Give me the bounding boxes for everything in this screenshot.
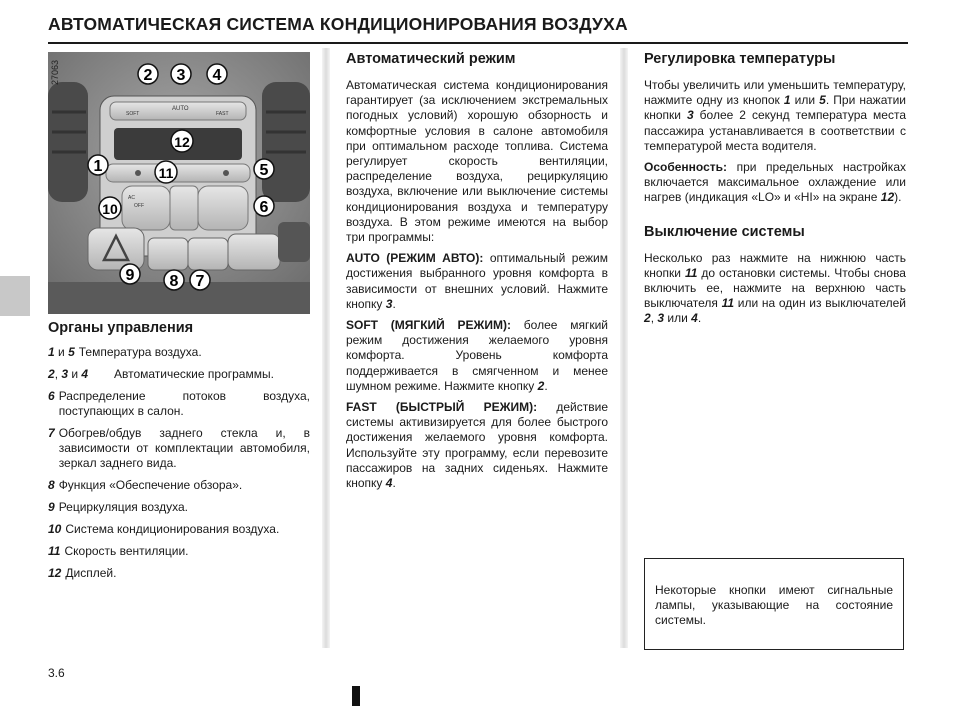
- mode-auto: AUTO (РЕЖИМ АВТО): оптимальный режим достижения выбранного уровня комфорта в зависимости от внешних условий. Нажмите кнопку 3.: [346, 251, 608, 311]
- visibility-button: [148, 238, 188, 270]
- item-number: 10: [48, 522, 62, 536]
- callout-12: 12: [174, 134, 190, 150]
- item-text: Дисплей.: [65, 566, 117, 580]
- air-distribution-button: [198, 186, 248, 230]
- right-vent: [259, 82, 310, 202]
- controls-heading: Органы управления: [48, 320, 194, 336]
- page-title: АВТОМАТИЧЕСКАЯ СИСТЕМА КОНДИЦИОНИРОВАНИЯ ВОЗДУХА: [48, 14, 628, 34]
- callout-1: 1: [93, 158, 103, 175]
- item-text: Температура воздуха.: [78, 345, 202, 359]
- item-text: Функция «Обеспечение обзора».: [58, 478, 243, 492]
- item-text: Распределение потоков воздуха, поступающих в салон.: [58, 389, 310, 418]
- figure-id: 27063: [50, 60, 60, 86]
- list-item: [48, 389, 310, 419]
- mode-fast: FAST (БЫСТРЫЙ РЕЖИМ): действие системы активизируется для более быстрого достижения желаемого уровня комфорта. Используйте эту программу, если перевозите пассажиров на задних сиденьях. Нажмите кнопку 4.: [346, 400, 608, 491]
- item-number: 6: [48, 389, 55, 403]
- feature-paragraph: Особенность: при предельных настройках включается максимальное охлаждение или нагрев (индикация «LO» и «HI» на экране 12).: [644, 160, 906, 205]
- item-number: 9: [48, 500, 55, 514]
- item-text: Автоматические программы.: [114, 367, 274, 381]
- temperature-section: [644, 51, 906, 333]
- item-text: Система кондиционирования воздуха.: [65, 522, 280, 536]
- auto-mode-heading: Автоматический режим: [346, 51, 516, 67]
- soft-label: SOFT: [126, 111, 140, 117]
- callout-4: 4: [212, 67, 222, 84]
- column-divider: [322, 48, 330, 648]
- callout-10: 10: [102, 201, 118, 217]
- auto-mode-intro: Автоматическая система кондиционирования гарантирует (за исключением экстремальных погодных условий) хорошую обзорность и комфортные условия в салоне автомобиля при оптимальном расходе топлива. Система регулирует скорость вентиляции, распределение воздуха, рециркуляцию воздуха, включение или выключение системы кондиционирования воздуха и температуру воздуха. В этом режиме имеются на выбор три программы:: [346, 78, 608, 245]
- lights-button: [228, 234, 280, 270]
- fast-label: FAST: [216, 111, 229, 117]
- fan-speed-switch: [170, 186, 198, 230]
- switch-off-heading: Выключение системы: [644, 223, 805, 240]
- list-item: [48, 367, 310, 382]
- left-vent: [48, 82, 88, 202]
- controls-section: [48, 320, 310, 588]
- callout-9: 9: [125, 267, 135, 284]
- callout-3: 3: [176, 67, 186, 84]
- column-divider: [620, 48, 628, 648]
- ac-label: AC: [128, 195, 135, 201]
- list-item: [48, 426, 310, 471]
- list-item: [48, 478, 310, 493]
- list-item: [48, 544, 310, 559]
- title-rule: [48, 42, 908, 44]
- item-number: 8: [48, 478, 55, 492]
- item-text: Обогрев/обдув заднего стекла и, в зависимости от комплектации автомобиля, зеркал заднего вида.: [58, 426, 310, 470]
- callout-7: 7: [195, 273, 205, 290]
- page-number: 3.6: [48, 666, 65, 680]
- callout-2: 2: [143, 67, 153, 84]
- item-number: 1 и 5: [48, 345, 75, 359]
- rear-defrost-button: [188, 238, 228, 270]
- list-item: [48, 345, 310, 360]
- list-item: [48, 566, 310, 581]
- item-number: 2, 3 и 4: [48, 367, 89, 381]
- callout-8: 8: [169, 273, 179, 290]
- note-box: Некоторые кнопки имеют сигнальные лампы, указывающие на состояние системы.: [644, 558, 904, 650]
- item-number: 7: [48, 426, 55, 440]
- list-item: [48, 500, 310, 515]
- item-number: 11: [48, 544, 61, 558]
- temperature-heading: Регулировка температуры: [644, 51, 836, 67]
- chapter-tab: [0, 276, 30, 316]
- ac-recirc-block: [122, 186, 170, 230]
- item-text: Рециркуляция воздуха.: [58, 500, 189, 514]
- list-item: [48, 522, 310, 537]
- temperature-paragraph: Чтобы увеличить или уменьшить температуру, нажмите одну из кнопок 1 или 5. При нажатии кнопки 3 более 2 секунд температура места пассажира устанавливается в соответствии с температурой места водителя.: [644, 78, 907, 153]
- callout-6: 6: [259, 199, 269, 216]
- mode-soft: SOFT (МЯГКИЙ РЕЖИМ): более мягкий режим достижения желаемого уровня комфорта. Уровень комфорта поддерживается в смягченном и менее шумном режиме. Нажмите кнопку 2.: [346, 318, 608, 393]
- off-label: OFF: [134, 203, 144, 209]
- page-marker: [352, 686, 360, 706]
- item-number: 12: [48, 566, 62, 580]
- item-text: Скорость вентиляции.: [64, 544, 189, 558]
- switch-off-paragraph: Несколько раз нажмите на нижнюю часть кнопки 11 до остановки системы. Чтобы снова включить ее, нажмите на верхнюю часть выключателя 11 или на один из выключателей 2, 3 или 4.: [644, 250, 906, 326]
- callout-11: 11: [158, 165, 174, 181]
- control-panel-photo: [48, 52, 310, 314]
- auto-mode-section: [346, 51, 608, 497]
- callout-5: 5: [259, 162, 269, 179]
- auto-label: AUTO: [172, 106, 189, 112]
- control-panel-illustration: [48, 52, 310, 314]
